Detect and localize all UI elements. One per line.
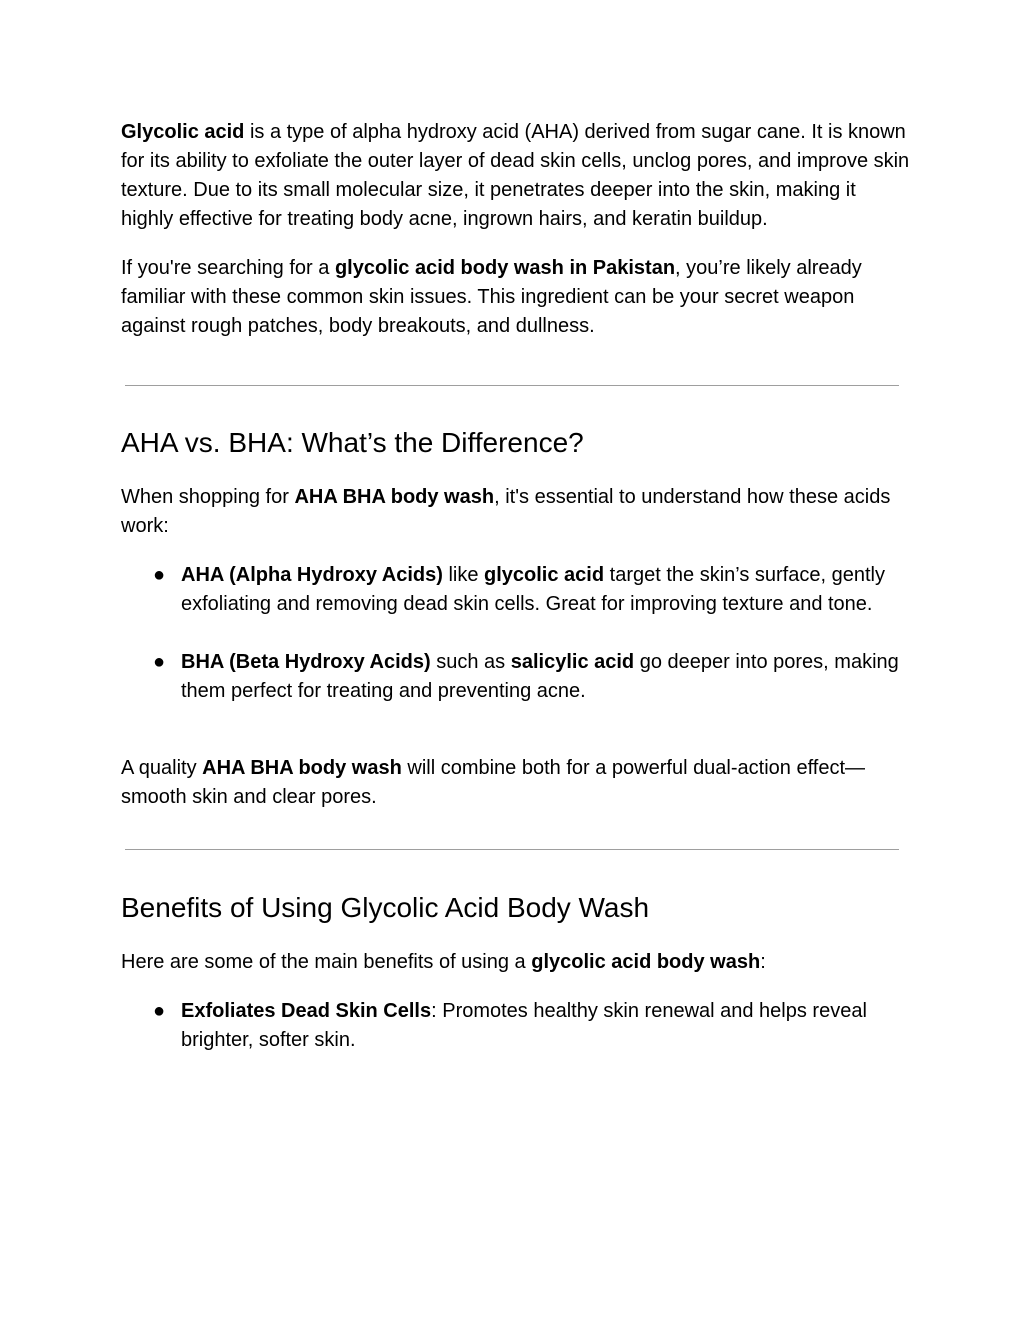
outro-pre: A quality	[121, 757, 203, 779]
heading-benefits: Benefits of Using Glycolic Acid Body Wash	[121, 892, 650, 923]
benefit-title: Exfoliates Dead Skin Cells	[181, 1000, 432, 1022]
benefits-intro	[121, 948, 911, 977]
aha-mid: like	[442, 564, 485, 586]
list-item-bha	[121, 648, 911, 706]
aha-bha-intro	[121, 483, 911, 541]
bullet-dot-icon: ●	[153, 651, 166, 673]
bullet-dot-icon: ●	[153, 564, 166, 586]
intro-paragraph-1	[121, 118, 911, 234]
benefits-list	[121, 997, 911, 1055]
bullet-dot-icon: ●	[153, 1000, 166, 1022]
intro-paragraph-2	[121, 254, 911, 341]
bha-mid: such as	[430, 651, 511, 673]
aha-bha-outro	[121, 754, 911, 812]
aha-bha-intro-pre: When shopping for	[121, 486, 295, 508]
aha-bha-intro-post: , it's essential to understand how these acids work:	[121, 486, 891, 537]
outro-bold: AHA BHA body wash	[202, 757, 402, 779]
intro-text: is a type of alpha hydroxy acid (AHA) derived from sugar cane. It is known for its ability to exfoliate the outer layer of dead skin cells, unclog pores, and improve skin texture. Due to its small molecular size, it penetrates deeper into the skin, making it highly effective for treating body acne, ingrown hairs, and keratin buildup.	[121, 121, 910, 230]
bha-description: go deeper into pores, making them perfect for treating and preventing acne.	[181, 651, 899, 702]
document-page	[121, 118, 911, 1055]
list-item-exfoliates	[121, 997, 911, 1055]
intro-p2-bold: glycolic acid body wash in Pakistan	[334, 257, 676, 279]
bha-example: salicylic acid	[510, 651, 635, 673]
outro-post: will combine both for a powerful dual-action effect—smooth skin and clear pores.	[121, 757, 866, 808]
intro-p2-post: , you’re likely already familiar with these common skin issues. This ingredient can be your secret weapon against rough patches, body breakouts, and dullness.	[121, 257, 862, 337]
section-divider-2	[125, 849, 899, 850]
aha-example: glycolic acid	[484, 564, 605, 586]
intro-bold-term: Glycolic acid	[121, 121, 245, 143]
bha-term: BHA (Beta Hydroxy Acids)	[181, 651, 431, 673]
aha-description: target the skin’s surface, gently exfoliating and removing dead skin cells. Great for improving texture and tone.	[181, 564, 885, 615]
benefits-intro-post: :	[760, 951, 766, 973]
aha-bha-list	[121, 561, 911, 706]
benefits-intro-bold: glycolic acid body wash	[531, 951, 761, 973]
section-divider-1	[125, 385, 899, 386]
benefits-intro-pre: Here are some of the main benefits of using a	[121, 951, 532, 973]
benefit-description: : Promotes healthy skin renewal and helps reveal brighter, softer skin.	[181, 1000, 867, 1051]
aha-bha-intro-bold: AHA BHA body wash	[294, 486, 495, 508]
list-item-aha	[121, 561, 911, 619]
intro-p2-pre: If you're searching for a	[121, 257, 335, 279]
heading-aha-vs-bha: AHA vs. BHA: What’s the Difference?	[121, 427, 584, 458]
aha-term: AHA (Alpha Hydroxy Acids)	[181, 564, 443, 586]
